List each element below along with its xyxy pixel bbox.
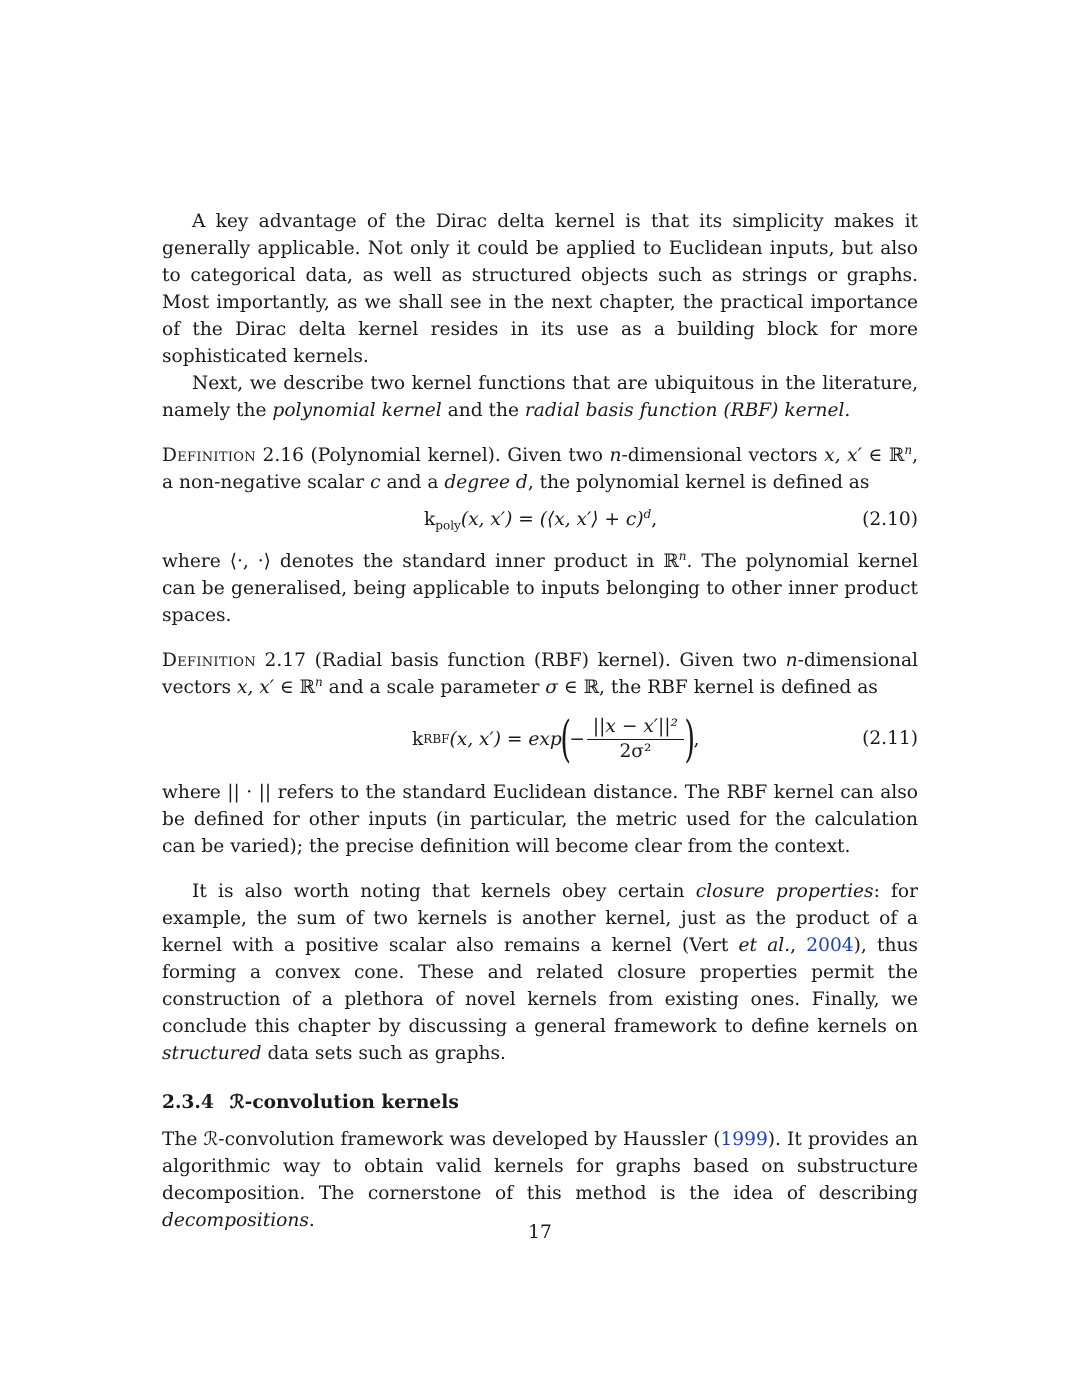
citation-link-2004[interactable]: 2004 bbox=[806, 935, 854, 956]
page-number: 17 bbox=[528, 1222, 552, 1243]
paragraph-kernel-intro: Next, we describe two kernel functions that are ubiquitous in the literature, namely the polynomial kernel and the radial basis function (RBF) kernel. bbox=[162, 373, 918, 421]
equation-body: k RBF (x, x′) = exp ( − $\frac{\text{||x − x′||²}}{\text{2σ²}}$ ) , bbox=[412, 710, 700, 768]
equation-2-11 bbox=[162, 707, 918, 773]
paragraph-closure-properties: It is also worth noting that kernels obey certain closure properties: for example, the sum of two kernels is another kernel, just as the product of a kernel with a positive scalar also remains a kernel (Vert et al., 2004), thus forming a convex cone. These and related closure properties permit the construction of a plethora of novel kernels from existing ones. Finally, we conclude this chapter by discussing a general framework to define kernels on structured data sets such as graphs. bbox=[162, 881, 919, 1064]
fraction-denominator: 2σ² bbox=[619, 740, 652, 762]
section-heading: 2.3.4 ℛ-convolution kernels bbox=[162, 1092, 459, 1113]
right-paren: ) bbox=[684, 710, 696, 768]
term-rbf-kernel: radial basis function (RBF) kernel bbox=[524, 400, 845, 421]
equation-number: (2.11) bbox=[862, 728, 918, 749]
fraction bbox=[587, 715, 684, 764]
equation-number: (2.10) bbox=[862, 509, 918, 530]
paragraph-inner-product: where ⟨·, ·⟩ denotes the standard inner product in ℝ$^n$. The polynomial kernel can be generalised, being applicable to inputs belonging to other inner product spaces. bbox=[162, 548, 919, 626]
paragraph-dirac-advantage: A key advantage of the Dirac delta kernel is that its simplicity makes it generally applicable. Not only it could be applied to Euclidean inputs, but also to categorical data, as well as structured objects such as strings or graphs. Most importantly, as we shall see in the next chapter, the practical importance of the Dirac delta kernel resides in its use as a building block for more sophisticated kernels. bbox=[162, 211, 918, 367]
definition-2-17: Definition 2.17 (Radial basis function (RBF) kernel). Given two n-dimensional vectors x, x′ ∈ ℝ$^n$ and a scale parameter σ ∈ ℝ, the RBF kernel is defined as bbox=[162, 650, 918, 698]
fraction-numerator: ||x − x′||² bbox=[587, 715, 684, 740]
paragraph-r-convolution: The ℛ-convolution framework was developed by Haussler (1999). It provides an algorithmic way to obtain valid kernels for graphs based on substructure decomposition. The cornerstone of this method is the idea of describing decompositions. bbox=[162, 1129, 918, 1231]
definition-label: Definition bbox=[162, 650, 256, 671]
definition-label: Definition bbox=[162, 445, 256, 466]
left-paren: ( bbox=[560, 710, 571, 768]
equation-body: $k_{poly}(x$, x′) = (⟨x, x′⟩ + c)$^d$, bbox=[424, 506, 658, 533]
page-content bbox=[162, 208, 918, 1234]
term-polynomial-kernel: polynomial kernel bbox=[272, 400, 442, 421]
equation-2-10 bbox=[162, 502, 918, 542]
citation-link-1999[interactable]: 1999 bbox=[720, 1129, 768, 1150]
definition-2-16: Definition 2.16 (Polynomial kernel). Given two n-dimensional vectors x, x′ ∈ ℝ$^n$, a non-negative scalar c and a degree d, the polynomial kernel is defined as bbox=[162, 442, 918, 493]
paragraph-euclidean-distance: where || · || refers to the standard Euclidean distance. The RBF kernel can also be defined for other inputs (in particular, the metric used for the calculation can be varied); the precise definition will become clear from the context. bbox=[162, 782, 918, 857]
